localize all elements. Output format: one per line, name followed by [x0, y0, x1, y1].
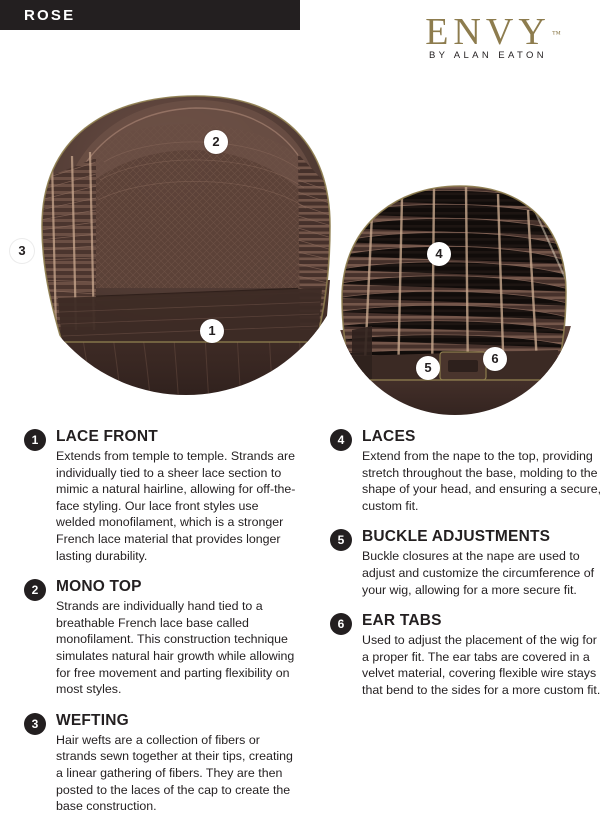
- page-title: ROSE: [24, 7, 76, 24]
- feature-wefting: [24, 712, 296, 815]
- feature-title-ear-tabs: EAR TABS: [362, 612, 442, 630]
- feature-number-2: 2: [24, 579, 46, 601]
- diagram-pin-6: 6: [483, 347, 507, 371]
- feature-title-wefting: WEFTING: [56, 711, 129, 729]
- feature-body-laces: Extend from the nape to the top, providing stretch throughout the base, molding to the shape of your head, and ensuring a secure, custom fit.: [362, 449, 601, 513]
- feature-buckle-adjustments: [330, 528, 601, 598]
- back-cap-group: [330, 170, 580, 420]
- wig-cap-construction-diagram: [0, 30, 601, 420]
- wig-illustration-svg: [0, 30, 601, 420]
- feature-laces: [330, 428, 601, 514]
- trademark-icon: ™: [551, 29, 561, 39]
- diagram-pin-1: 1: [200, 319, 224, 343]
- logo-subtitle: BY ALAN EATON: [428, 50, 548, 61]
- feature-ear-tabs: [330, 612, 601, 698]
- feature-number-4: 4: [330, 429, 352, 451]
- feature-title-buckle-adjustments: BUCKLE ADJUSTMENTS: [362, 528, 551, 546]
- feature-number-1: 1: [24, 429, 46, 451]
- diagram-pin-2: 2: [204, 130, 228, 154]
- feature-column-right: [330, 428, 601, 713]
- feature-title-lace-front: LACE FRONT: [56, 428, 158, 445]
- feature-lace-front: [24, 428, 296, 564]
- feature-number-3: 3: [24, 713, 46, 735]
- diagram-pin-5: 5: [416, 356, 440, 380]
- feature-descriptions: [0, 428, 601, 814]
- feature-number-6: 6: [330, 613, 352, 635]
- feature-body-ear-tabs: Used to adjust the placement of the wig for a proper fit. The ear tabs are covered in a velvet material, covering flexible wire stays that bend to the sides for a more custom fit.: [362, 633, 601, 697]
- feature-body-mono-top: Strands are individually hand tied to a breathable French lace base called monofilament. This construction technique simulates natural hair growth while allowing for free movement and parting flexibility on most styles.: [56, 599, 295, 697]
- feature-body-buckle-adjustments: Buckle closures at the nape are used to adjust and customize the circumference of your wig, allowing for a more secure fit.: [362, 549, 595, 597]
- feature-body-lace-front: Extends from temple to temple. Strands are individually tied to a sheer lace section to mimic a natural hairline, allowing for off-the-face styling. Our lace front styles use welded monofilament, which is a stronger French lace material that provides longer lasting durability.: [56, 449, 296, 563]
- feature-body-wefting: Hair wefts are a collection of fibers or strands sewn together at their tips, creating a linear gathering of fibers. They are then posted to the laces of the cap to create the base construction.: [56, 732, 293, 814]
- diagram-pin-4: 4: [427, 242, 451, 266]
- page-header: [0, 0, 601, 61]
- logo-wordmark-text: ENVY: [425, 11, 551, 53]
- diagram-pin-3: 3: [10, 239, 34, 263]
- feature-title-mono-top: MONO TOP: [56, 578, 142, 596]
- feature-column-left: [24, 428, 296, 829]
- feature-title-laces: LACES: [362, 428, 416, 445]
- main-cap-group: [40, 96, 332, 420]
- feature-mono-top: [24, 578, 296, 698]
- feature-number-5: 5: [330, 529, 352, 551]
